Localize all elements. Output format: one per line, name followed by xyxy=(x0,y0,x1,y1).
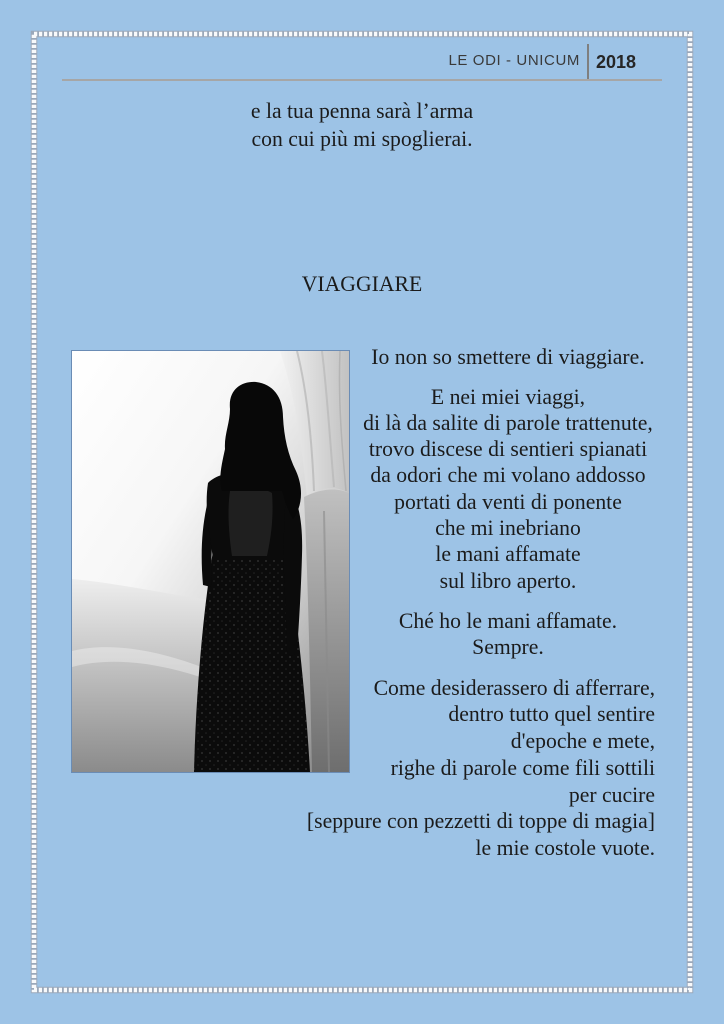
poem-line: trovo discese di sentieri spianati xyxy=(368,437,648,462)
previous-poem-ending xyxy=(0,97,724,153)
poem-line: [seppure con pezzetti di toppe di magia] xyxy=(306,809,655,834)
poem-line: Io non so smettere di viaggiare. xyxy=(371,344,645,369)
poem-line: da odori che mi volano addosso xyxy=(370,463,646,488)
poem-line: e la tua penna sarà l’arma xyxy=(250,99,474,123)
poem-line: le mie costole vuote. xyxy=(475,836,655,861)
poem-line: sul libro aperto. xyxy=(439,568,577,593)
poem-line: d'epoche e mete, xyxy=(510,729,655,754)
poem-line: Sempre. xyxy=(472,634,544,659)
poem-line: le mani affamate xyxy=(435,542,581,567)
poem-line: Ché ho le mani affamate. xyxy=(398,608,618,633)
stanza-1 xyxy=(356,344,660,370)
header-title: LE ODI - UNICUM xyxy=(448,52,580,69)
header-rule xyxy=(62,79,662,81)
poem-line: che mi inebriano xyxy=(435,515,581,540)
silhouette-back xyxy=(229,488,273,556)
poem-title: VIAGGIARE xyxy=(301,272,423,296)
poem-line: Come desiderassero di afferrare, xyxy=(373,675,655,700)
poem-line: dentro tutto quel sentire xyxy=(448,702,655,727)
stanza-3 xyxy=(356,608,660,661)
poem-line: righe di parole come fili sottili xyxy=(390,755,655,780)
poem-line: con cui più mi spoglierai. xyxy=(251,127,473,151)
poem-line: portati da venti di ponente xyxy=(394,489,622,514)
stanza-2 xyxy=(356,384,660,594)
header-year: 2018 xyxy=(596,52,637,72)
poem-line: per cucire xyxy=(568,782,655,807)
stanza-4 xyxy=(275,675,655,863)
header-divider xyxy=(587,44,589,81)
poem-line: di là da salite di parole trattenute, xyxy=(363,410,653,435)
poem-line: E nei miei viaggi, xyxy=(430,384,586,409)
